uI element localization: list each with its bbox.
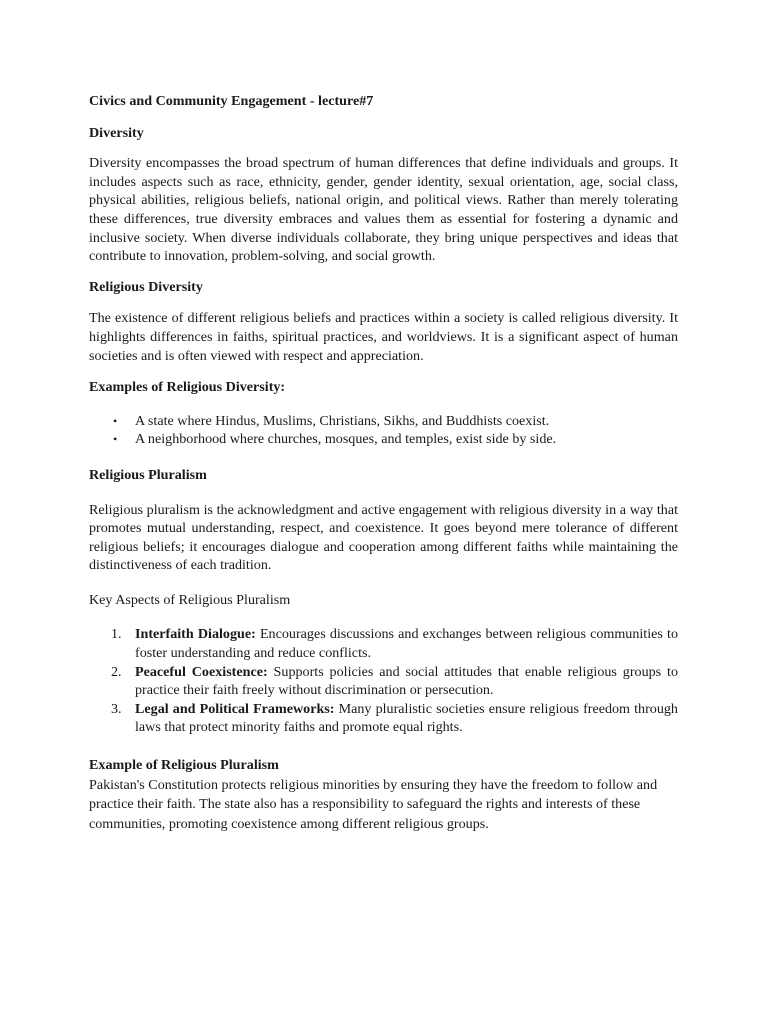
section-heading-religious-pluralism: Religious Pluralism [89, 466, 207, 483]
aspect-term: Peaceful Coexistence: [135, 663, 268, 680]
list-number: 3. [111, 700, 122, 717]
section-heading-example-pluralism: Example of Religious Pluralism [89, 757, 279, 774]
list-item-text: A state where Hindus, Muslims, Christians, Sikhs, and Buddhists coexist. [135, 412, 550, 429]
section-heading-examples: Examples of Religious Diversity: [89, 379, 286, 396]
document-title: Civics and Community Engagement - lecture#7 [89, 93, 374, 109]
list-number: 1. [111, 626, 122, 643]
list-item [89, 625, 678, 662]
list-item-text [135, 700, 678, 737]
bullet-icon: • [113, 413, 118, 428]
aspect-text: Encourages discussions and exchanges between religious communities to foster understanding and reduce conflicts. [135, 626, 678, 662]
bullet-icon: • [113, 432, 118, 447]
list-item [89, 430, 678, 449]
paragraph-example-pluralism: Pakistan's Constitution protects religious minorities by ensuring they have the freedom to follow and practice their faith. The state also has a responsibility to safeguard the rights and interests of these communities, promoting coexistence among different religious groups. [89, 776, 658, 832]
aspect-term: Legal and Political Frameworks: [135, 700, 335, 717]
list-number: 2. [111, 663, 122, 680]
paragraph-religious-diversity: The existence of different religious beliefs and practices within a society is called religious diversity. It highlights differences in faiths, spiritual practices, and worldviews. It is a significant aspect of human societies and is often viewed with respect and appreciation. [89, 310, 678, 364]
paragraph-religious-pluralism: Religious pluralism is the acknowledgment and active engagement with religious diversity in a way that promotes mutual understanding, respect, and coexistence. It goes beyond mere tolerance of different religious beliefs; it encourages dialogue and cooperation among different faiths while maintaining the distinctiveness of each tradition. [89, 501, 678, 574]
section-heading-religious-diversity: Religious Diversity [89, 278, 203, 295]
aspect-text: Supports policies and social attitudes that enable religious groups to practice their faith freely without discrimination or persecution. [135, 663, 678, 699]
list-item-text [135, 625, 678, 662]
list-item [89, 700, 678, 737]
document-content [89, 92, 678, 834]
section-heading-diversity: Diversity [89, 124, 144, 141]
list-item [89, 412, 678, 431]
examples-list [89, 412, 678, 449]
key-aspects-label: Key Aspects of Religious Pluralism [89, 591, 291, 608]
aspects-list [89, 625, 678, 737]
list-item-text: A neighborhood where churches, mosques, and temples, exist side by side. [135, 431, 557, 448]
list-item [89, 663, 678, 700]
aspect-text: Many pluralistic societies ensure religious freedom through laws that protect minority faiths and promote equal rights. [135, 700, 678, 736]
paragraph-diversity: Diversity encompasses the broad spectrum of human differences that define individuals and groups. It includes aspects such as race, ethnicity, gender, gender identity, sexual orientation, age, social class, physical abilities, religious beliefs, national origin, and political views. Rather than merely tolerating these differences, true diversity embraces and values them as essential for fostering a dynamic and inclusive society. When diverse individuals collaborate, they bring unique perspectives and ideas that contribute to innovation, problem-solving, and social growth. [89, 155, 678, 265]
list-item-text [135, 663, 678, 700]
aspect-term: Interfaith Dialogue: [135, 626, 256, 643]
